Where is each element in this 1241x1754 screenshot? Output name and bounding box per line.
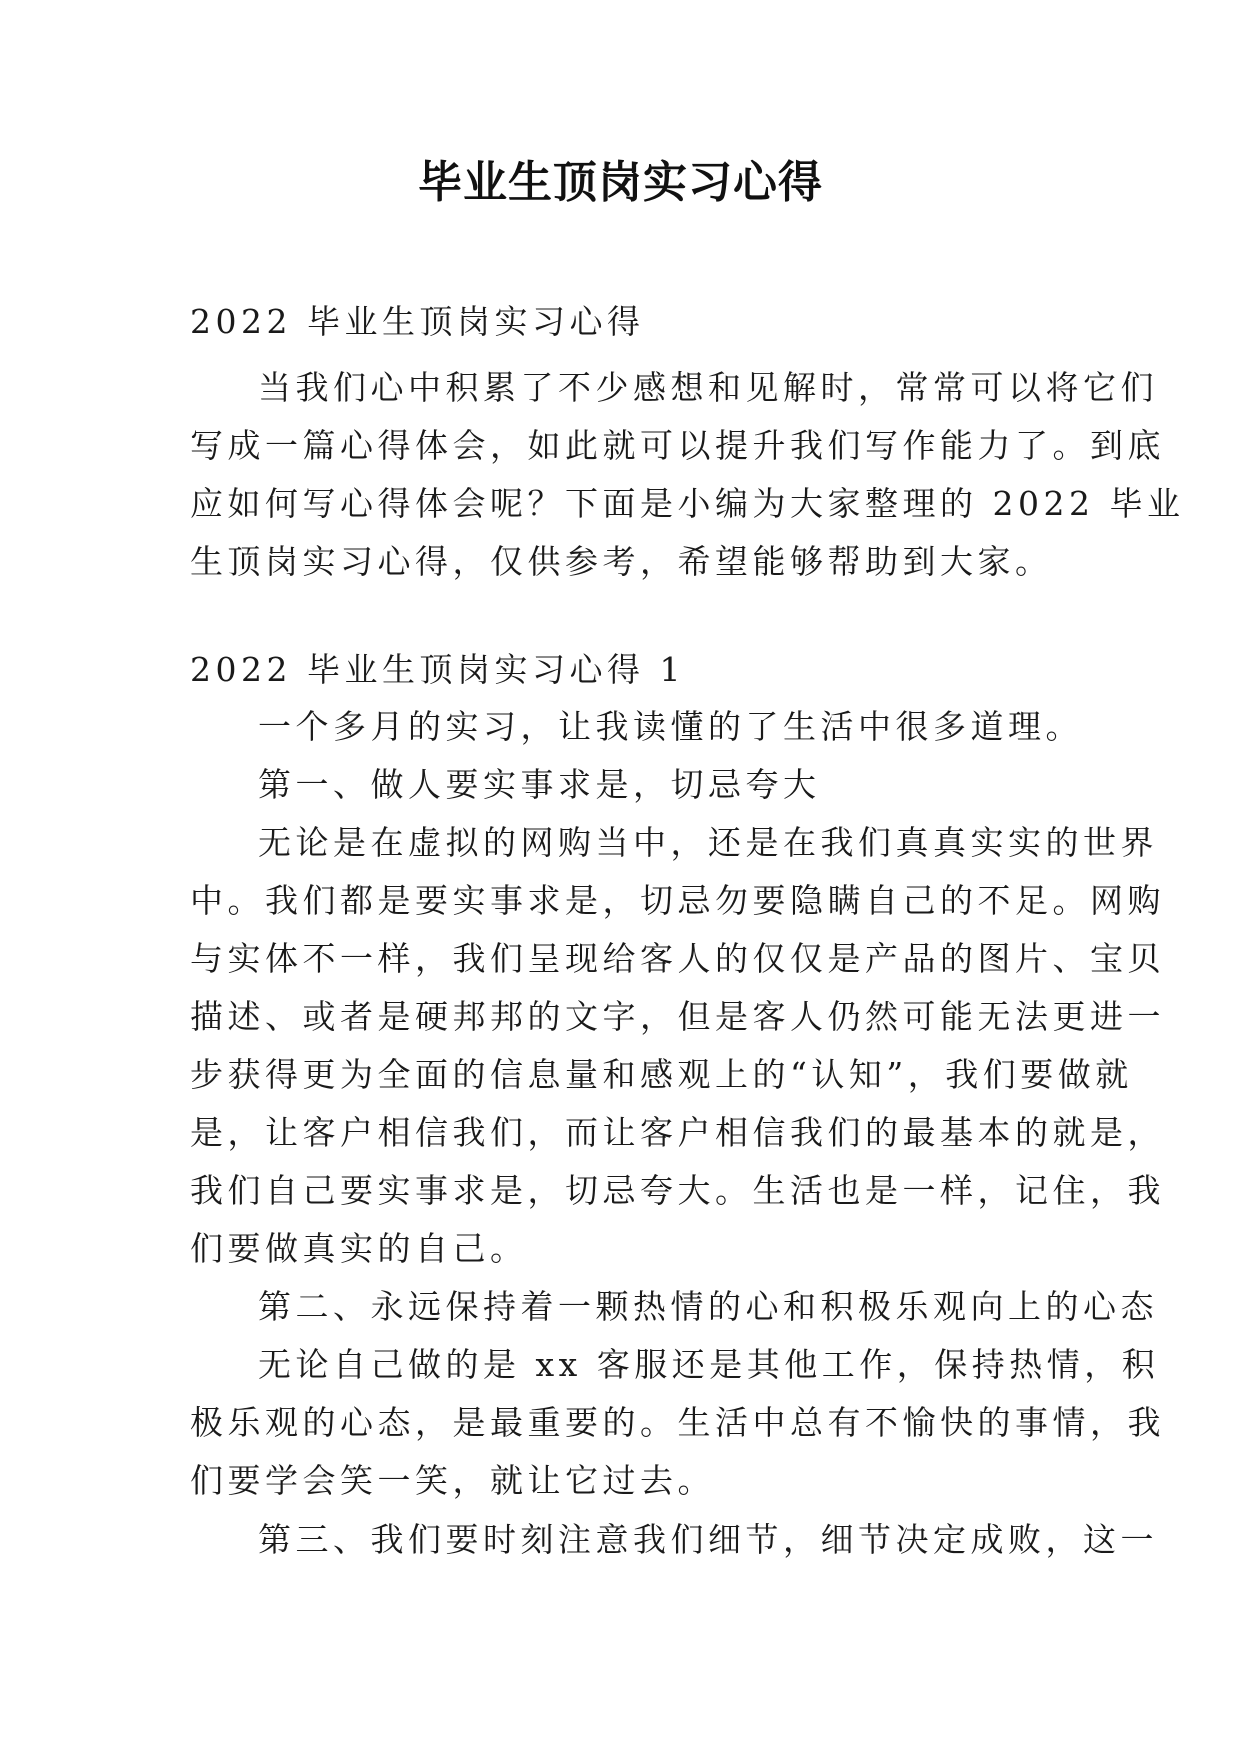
paragraph-line: 是，让客户相信我们，而让客户相信我们的最基本的就是，	[190, 1113, 1165, 1152]
subtitle-line: 2022 毕业生顶岗实习心得	[190, 302, 645, 341]
paragraph-line: 们要做真实的自己。	[190, 1229, 528, 1268]
paragraph-line: 写成一篇心得体会，如此就可以提升我们写作能力了。到底	[190, 426, 1165, 465]
paragraph-line: 第一、做人要实事求是，切忌夸大	[258, 765, 821, 804]
paragraph-line: 步获得更为全面的信息量和感观上的“认知”，我们要做就	[190, 1055, 1133, 1094]
paragraph-line: 第二、永远保持着一颗热情的心和积极乐观向上的心态	[258, 1287, 1158, 1326]
paragraph-line: 第三、我们要时刻注意我们细节，细节决定成败，这一	[258, 1520, 1158, 1559]
paragraph-line: 应如何写心得体会呢？下面是小编为大家整理的 2022 毕业	[190, 484, 1185, 523]
paragraph-line: 无论是在虚拟的网购当中，还是在我们真真实实的世界	[258, 823, 1158, 862]
paragraph-line: 无论自己做的是 xx 客服还是其他工作，保持热情，积	[258, 1345, 1160, 1384]
section-heading: 2022 毕业生顶岗实习心得 1	[190, 650, 685, 689]
paragraph-line: 们要学会笑一笑，就让它过去。	[190, 1461, 715, 1500]
paragraph-line: 中。我们都是要实事求是，切忌勿要隐瞒自己的不足。网购	[190, 881, 1165, 920]
document-title: 毕业生顶岗实习心得	[418, 157, 823, 208]
paragraph-line: 生顶岗实习心得，仅供参考，希望能够帮助到大家。	[190, 542, 1053, 581]
paragraph-line: 我们自己要实事求是，切忌夸大。生活也是一样，记住，我	[190, 1171, 1165, 1210]
paragraph-line: 与实体不一样，我们呈现给客人的仅仅是产品的图片、宝贝	[190, 939, 1165, 978]
paragraph-line: 描述、或者是硬邦邦的文字，但是客人仍然可能无法更进一	[190, 997, 1165, 1036]
paragraph-line: 极乐观的心态，是最重要的。生活中总有不愉快的事情，我	[190, 1403, 1165, 1442]
paragraph-line: 一个多月的实习，让我读懂的了生活中很多道理。	[258, 707, 1083, 746]
paragraph-line: 当我们心中积累了不少感想和见解时，常常可以将它们	[258, 368, 1158, 407]
